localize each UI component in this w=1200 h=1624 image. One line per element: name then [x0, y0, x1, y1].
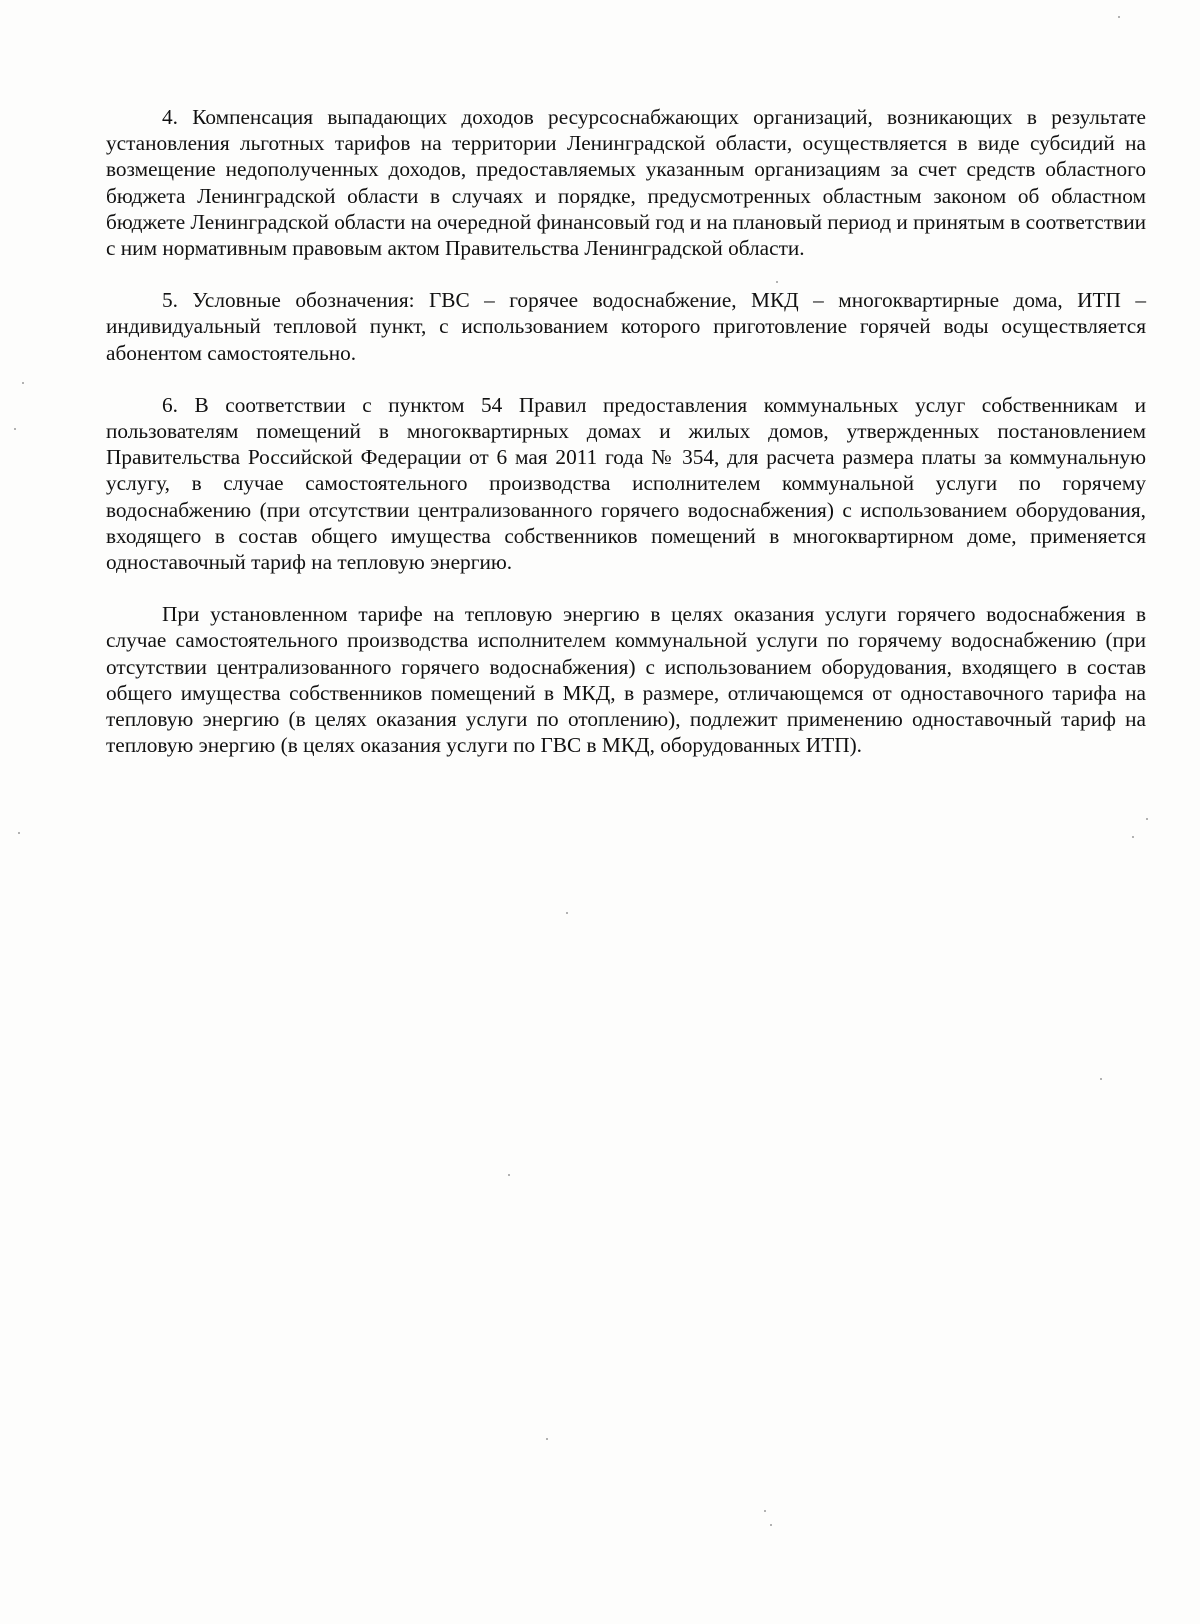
scan-speck	[1100, 1078, 1102, 1080]
scan-speck	[18, 832, 20, 834]
paragraph-abbreviations: 5. Условные обозначения: ГВС – горячее водоснабжение, МКД – многоквартирные дома, ИТП – индивидуальный тепловой пункт, с использованием которого приготовление горячей воды осуществляется абонентом самостоятельно.	[106, 288, 1146, 365]
scan-speck	[1132, 836, 1134, 838]
paragraph-tariff-application: При установленном тарифе на тепловую энергию в целях оказания услуги горячего водоснабжения в случае самостоятельного производства исполнителем коммунальной услуги по горячему водоснабжению (при отсутствии централизованного горячего водоснабжения) с использованием оборудования, входящего в состав общего имущества собственников помещений в МКД, в размере, отличающемся от одноставочного тарифа на тепловую энергию (в целях оказания услуги по отоплению), подлежит применению одноставочный тариф на тепловую энергию (в целях оказания услуги по ГВС в МКД, оборудованных ИТП).	[106, 602, 1146, 758]
scan-speck	[764, 1510, 766, 1512]
scan-speck	[1118, 16, 1120, 18]
paragraph-rules-54: 6. В соответствии с пунктом 54 Правил предоставления коммунальных услуг собственникам и пользователям помещений в многоквартирных домах и жилых домов, утвержденных постановлением Правительства Российской Федерации от 6 мая 2011 года № 354, для расчета размера платы за коммунальную услугу, в случае самостоятельного производства исполнителем коммунальной услуги по горячему водоснабжению (при отсутствии централизованного горячего водоснабжения) с использованием оборудования, входящего в состав общего имущества собственников помещений в многоквартирном доме, применяется одноставочный тариф на тепловую энергию.	[106, 392, 1146, 575]
scan-speck	[22, 382, 24, 384]
scan-speck	[770, 1524, 772, 1526]
scan-speck	[14, 428, 16, 430]
document-body	[106, 104, 1146, 784]
scan-speck	[566, 912, 568, 914]
paragraph-compensation: 4. Компенсация выпадающих доходов ресурсоснабжающих организаций, возникающих в результате установления льготных тарифов на территории Ленинградской области, осуществляется в виде субсидий на возмещение недополученных доходов, предоставляемых указанным организациям за счет средств областного бюджета Ленинградской области в случаях и порядке, предусмотренных областным законом об областном бюджете Ленинградской области на очередной финансовый год и на плановый период и принятым в соответствии с ним нормативным правовым актом Правительства Ленинградской области.	[106, 105, 1146, 261]
scan-speck	[1146, 818, 1148, 820]
scan-speck	[508, 1174, 510, 1176]
scan-speck	[776, 281, 778, 283]
scan-speck	[546, 1438, 548, 1440]
